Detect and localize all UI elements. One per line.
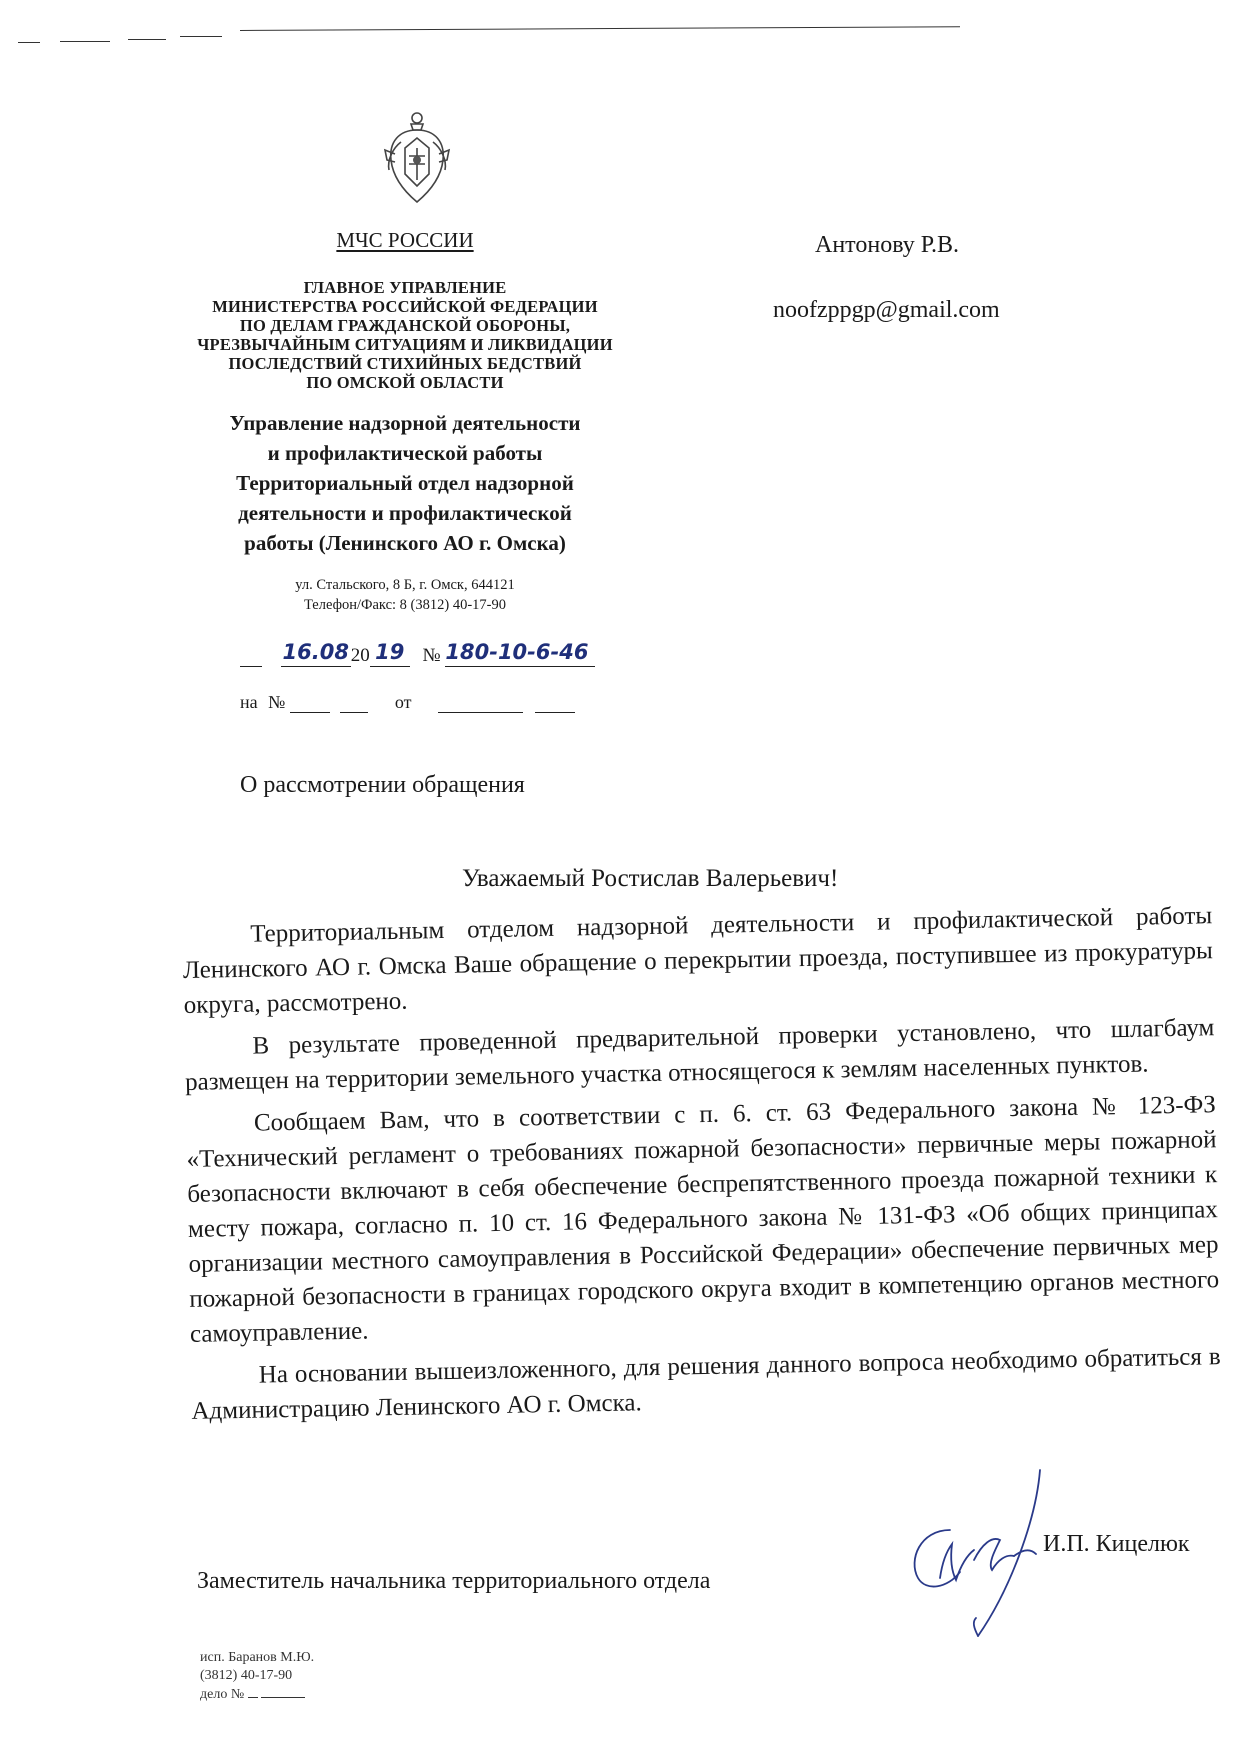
letter-subject: О рассмотрении обращения — [240, 772, 525, 798]
recipient-email: noofzppgp@gmail.com — [773, 297, 1000, 323]
emchs-emblem-icon — [377, 108, 457, 208]
ministry-line: ПО ОМСКОЙ ОБЛАСТИ — [306, 373, 504, 392]
year-prefix: 20 — [350, 645, 370, 666]
scan-artifact-line — [128, 39, 166, 40]
reply-na-label: на — [240, 692, 258, 712]
department-line: и профилактической работы — [267, 441, 543, 465]
outgoing-date-field — [281, 640, 351, 667]
department-name — [190, 408, 620, 558]
ministry-line: ПО ДЕЛАМ ГРАЖДАНСКОЙ ОБОРОНЫ, — [239, 316, 571, 335]
blank-line — [535, 694, 575, 713]
case-number-line — [200, 1685, 314, 1704]
ministry-name — [170, 278, 640, 392]
body-paragraph: На основании вышеизложенного, для решения данного вопроса необходимо обратиться в Администрацию Ленинского АО г. Омска. — [191, 1343, 1221, 1425]
department-line: работы (Ленинского АО г. Омска) — [244, 531, 566, 555]
recipient-name: Антонову Р.В. — [815, 232, 960, 258]
handwritten-signature — [890, 1460, 1060, 1640]
executor-phone: (3812) 40-17-90 — [200, 1668, 293, 1683]
executor-block — [200, 1649, 314, 1704]
signer-name: И.П. Кицелюк — [1043, 1531, 1190, 1557]
department-line: деятельности и профилактической — [238, 501, 572, 525]
letter-body — [182, 898, 1222, 1429]
executor-name: исп. Баранов М.Ю. — [200, 1650, 315, 1665]
agency-short-name: МЧС РОССИИ — [336, 228, 474, 252]
ministry-line: МИНИСТЕРСТВА РОССИЙСКОЙ ФЕДЕРАЦИИ — [212, 297, 598, 316]
blank-line — [248, 1685, 258, 1698]
body-paragraph: Сообщаем Вам, что в соответствии с п. 6. ст. 63 Федерального закона № 123-ФЗ «Технический регламент о требованиях пожарной безопасности» первичные меры пожарной безопасности включают в себя обеспечение беспрепятственного проезда пожарной техники к месту пожара, согласно п. 10 ст. 16 Федерального закона № 131-ФЗ «Об общих принципах организации местного самоуправления в Российской Федерации» обеспечение первичных мер пожарной безопасности в границах городского округа входит в компетенцию органов местного самоуправление. — [186, 1091, 1220, 1348]
scan-artifact-line — [60, 41, 110, 42]
contact-block — [240, 575, 570, 615]
reply-number-label: № — [268, 692, 286, 712]
ministry-line: ЧРЕЗВЫЧАЙНЫМ СИТУАЦИЯМ И ЛИКВИДАЦИИ — [197, 335, 613, 354]
department-line: Управление надзорной деятельности — [229, 411, 581, 435]
body-paragraph: В результате проведенной предварительной проверки установлено, что шлагбаум размещен на территории земельного участка относящегося к землям населенных пунктов. — [184, 1014, 1215, 1096]
outgoing-number-field — [445, 640, 595, 667]
outgoing-number-handwritten: 180-10-6-46 — [445, 640, 589, 664]
blank-line — [261, 1685, 305, 1698]
address: ул. Стальского, 8 Б, г. Омск, 644121 — [295, 577, 515, 593]
phone-fax: Телефон/Факс: 8 (3812) 40-17-90 — [303, 597, 506, 613]
registration-line — [240, 640, 610, 676]
greeting: Уважаемый Ростислав Валерьевич! — [462, 865, 839, 892]
ministry-line: ПОСЛЕДСТВИЙ СТИХИЙНЫХ БЕДСТВИЙ — [228, 354, 582, 373]
number-sign: № — [422, 645, 441, 666]
reply-reference-line — [240, 692, 610, 713]
scan-artifact-line — [18, 42, 40, 43]
body-paragraph: Территориальным отделом надзорной деятельности и профилактической работы Ленинского АО г. Омска Ваше обращение о перекрытии проезда, поступившее из прокуратуры округа, рассмотрено. — [182, 902, 1214, 1019]
year-field — [370, 640, 410, 667]
scan-artifact-line — [240, 26, 960, 31]
ministry-line: ГЛАВНОЕ УПРАВЛЕНИЕ — [303, 278, 507, 297]
blank-line — [438, 694, 523, 713]
blank-line — [340, 694, 368, 713]
year-handwritten: 19 — [375, 640, 405, 664]
blank-line — [240, 640, 262, 667]
department-line: Территориальный отдел надзорной — [236, 471, 574, 495]
outgoing-date-handwritten: 16.08 — [282, 640, 349, 664]
signer-position: Заместитель начальника территориального отдела — [197, 1568, 711, 1594]
blank-line — [290, 694, 330, 713]
case-number-label: дело № — [200, 1687, 245, 1702]
reply-date-label: от — [394, 692, 412, 712]
scan-artifact-line — [180, 36, 222, 37]
